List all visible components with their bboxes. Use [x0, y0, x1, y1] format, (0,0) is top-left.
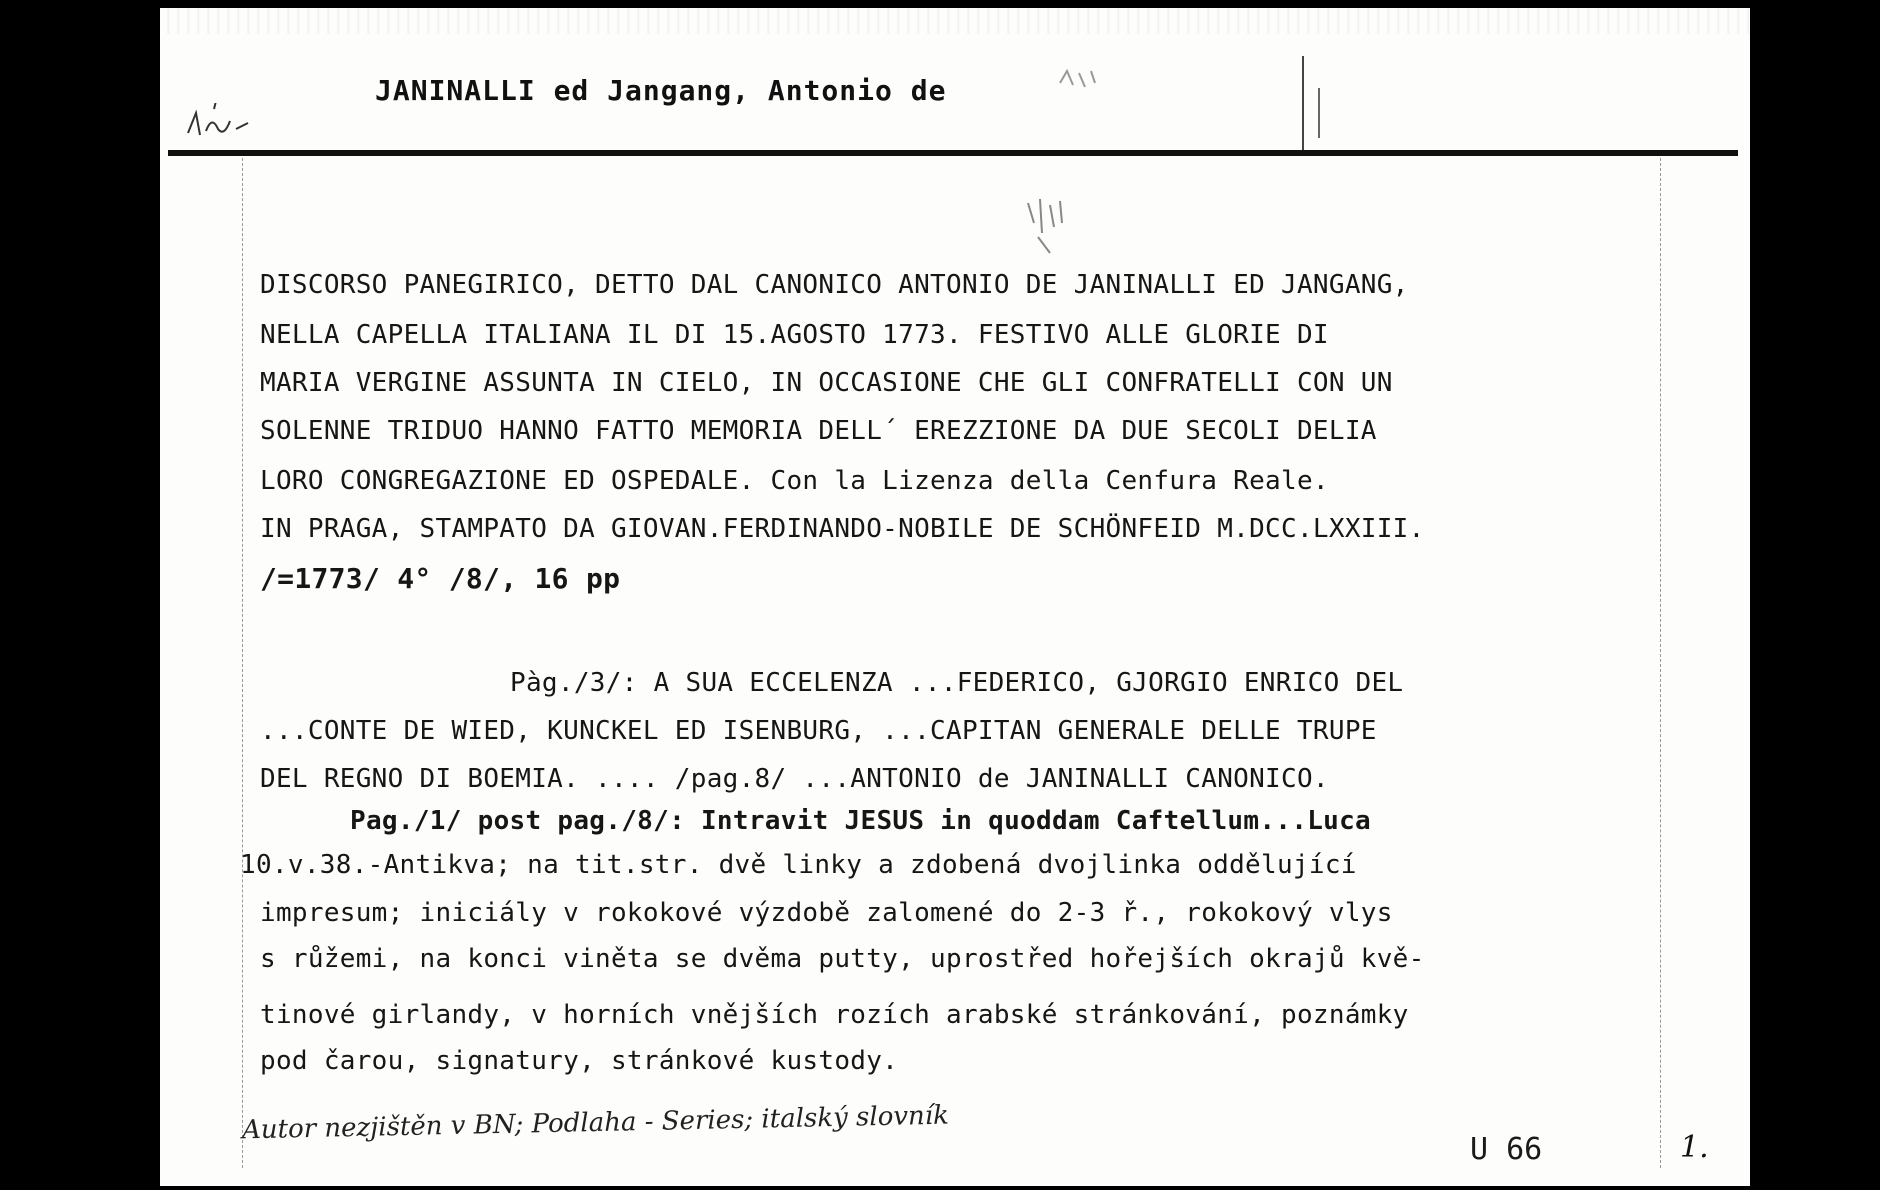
description-line: NELLA CAPELLA ITALIANA IL DI 15.AGOSTO 1773. FESTIVO ALLE GLORIE DI [260, 320, 1329, 350]
margin-line-right [1660, 158, 1662, 1168]
header-rule [168, 150, 1738, 156]
catalog-card [160, 8, 1750, 1186]
dedication-line: DEL REGNO DI BOEMIA. .... /pag.8/ ...ANTONIO de JANINALLI CANONICO. [260, 764, 1329, 794]
handwritten-shelf-mark [178, 103, 258, 143]
corner-mark: 1. [1680, 1130, 1709, 1165]
scan-smudge [1020, 193, 1080, 263]
header-tick [1318, 88, 1320, 138]
incipit-line: Pag./1/ post pag./8/: Intravit JESUS in quoddam Caftellum...Luca [350, 806, 1372, 836]
dedication-line: Pàg./3/: A SUA ECCELENZA ...FEDERICO, GJORGIO ENRICO DEL [510, 668, 1404, 698]
margin-line-left [242, 158, 244, 1168]
shelf-code: U 66 [1470, 1132, 1543, 1167]
notes-line: impresum; iniciály v rokokové výzdobě zalomené do 2-3 ř., rokokový vlys [260, 898, 1393, 928]
handwritten-note: Autor nezjištěn v BN; Podlaha - Series; italský slovník [241, 1100, 950, 1146]
description-line: SOLENNE TRIDUO HANNO FATTO MEMORIA DELL´ EREZZIONE DA DUE SECOLI DELIA [260, 416, 1377, 446]
collation-line: /=1773/ 4° /8/, 16 pp [260, 562, 621, 595]
header-tick [1302, 56, 1304, 156]
notes-line: tinové girlandy, v horních vnějších rozích arabské stránkování, poznámky [260, 1000, 1409, 1030]
scan-noise [160, 8, 1750, 34]
card-heading: JANINALLI ed Jangang, Antonio de [375, 74, 947, 107]
dedication-line: ...CONTE DE WIED, KUNCKEL ED ISENBURG, ...CAPITAN GENERALE DELLE TRUPE [260, 716, 1377, 746]
description-line: DISCORSO PANEGIRICO, DETTO DAL CANONICO ANTONIO DE JANINALLI ED JANGANG, [260, 270, 1409, 300]
description-line: IN PRAGA, STAMPATO DA GIOVAN.FERDINANDO-NOBILE DE SCHÖNFEID M.DCC.LXXIII. [260, 514, 1425, 544]
notes-line: s růžemi, na konci viněta se dvěma putty, uprostřed hořejších okrajů kvě- [260, 944, 1425, 974]
notes-line: pod čarou, signatury, stránkové kustody. [260, 1046, 899, 1076]
description-line: LORO CONGREGAZIONE ED OSPEDALE. Con la Lizenza della Cenfura Reale. [260, 466, 1329, 496]
notes-line: 10.v.38.-Antikva; na tit.str. dvě linky a zdobená dvojlinka oddělující [240, 850, 1357, 880]
description-line: MARIA VERGINE ASSUNTA IN CIELO, IN OCCASIONE CHE GLI CONFRATELLI CON UN [260, 368, 1393, 398]
scan-smudge [1055, 63, 1115, 103]
